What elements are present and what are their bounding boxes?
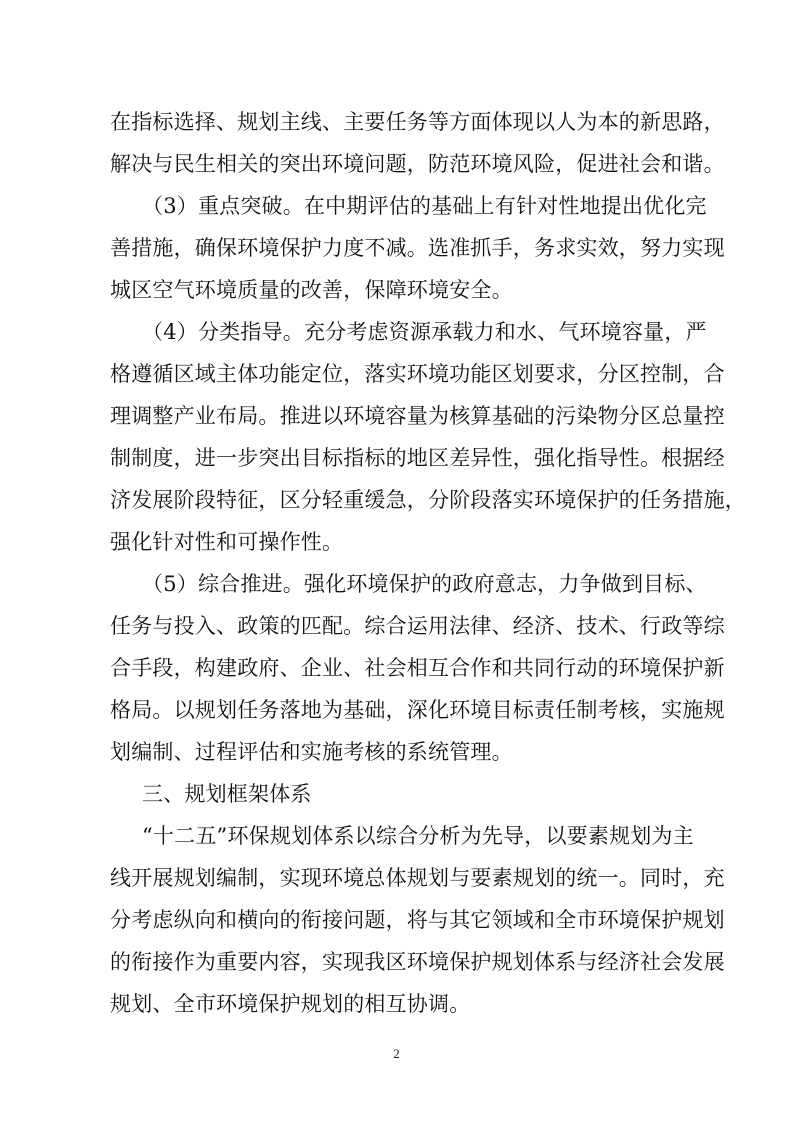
paragraph-3-line-1: （3）重点突破。在中期评估的基础上有针对性地提出优化完 — [142, 194, 707, 218]
paragraph-6-line-5: 规划、全市环境保护规划的相互协调。 — [110, 992, 471, 1016]
paragraph-6-line-2: 线开展规划编制，实现环境总体规划与要素规划的统一。同时，充 — [110, 866, 725, 890]
paragraph-3-line-3: 城区空气环境质量的改善，保障环境安全。 — [110, 278, 513, 302]
paragraph-4-line-2: 格遵循区域主体功能定位，落实环境功能区划要求，分区控制，合 — [110, 362, 725, 386]
text-line-1: 在指标选择、规划主线、主要任务等方面体现以人为本的新思路， — [110, 110, 725, 134]
paragraph-6-line-4: 的衔接作为重要内容，实现我区环境保护规划体系与经济社会发展 — [110, 950, 725, 974]
section-heading: 三、规划框架体系 — [142, 782, 312, 806]
paragraph-4-line-3: 理调整产业布局。推进以环境容量为核算基础的污染物分区总量控 — [110, 404, 725, 428]
paragraph-3-line-2: 善措施，确保环境保护力度不减。选准抓手，务求实效，努力实现 — [110, 236, 725, 260]
paragraph-4-line-4: 制制度，进一步突出目标指标的地区差异性，强化指导性。根据经 — [110, 446, 725, 470]
paragraph-5-line-3: 合手段，构建政府、企业、社会相互合作和共同行动的环境保护新 — [110, 656, 725, 680]
paragraph-4-line-6: 强化针对性和可操作性。 — [110, 530, 344, 554]
paragraph-6-line-3: 分考虑纵向和横向的衔接问题，将与其它领域和全市环境保护规划 — [110, 908, 725, 932]
paragraph-5-line-1: （5）综合推进。强化环境保护的政府意志，力争做到目标、 — [142, 572, 707, 596]
paragraph-5-line-4: 格局。以规划任务落地为基础，深化环境目标责任制考核，实施规 — [110, 698, 725, 722]
paragraph-5-line-5: 划编制、过程评估和实施考核的系统管理。 — [110, 740, 513, 764]
text-line-2: 解决与民生相关的突出环境问题，防范环境风险，促进社会和谐。 — [110, 152, 725, 176]
paragraph-5-line-2: 任务与投入、政策的匹配。综合运用法律、经济、技术、行政等综 — [110, 614, 725, 638]
page-number: 2 — [393, 1046, 400, 1061]
paragraph-4-line-1: （4）分类指导。充分考虑资源承载力和水、气环境容量，严 — [142, 320, 707, 344]
paragraph-6-line-1: “十二五”环保规划体系以综合分析为先导，以要素规划为主 — [142, 824, 694, 848]
paragraph-4-line-5: 济发展阶段特征，区分轻重缓急，分阶段落实环境保护的任务措施， — [110, 488, 746, 512]
